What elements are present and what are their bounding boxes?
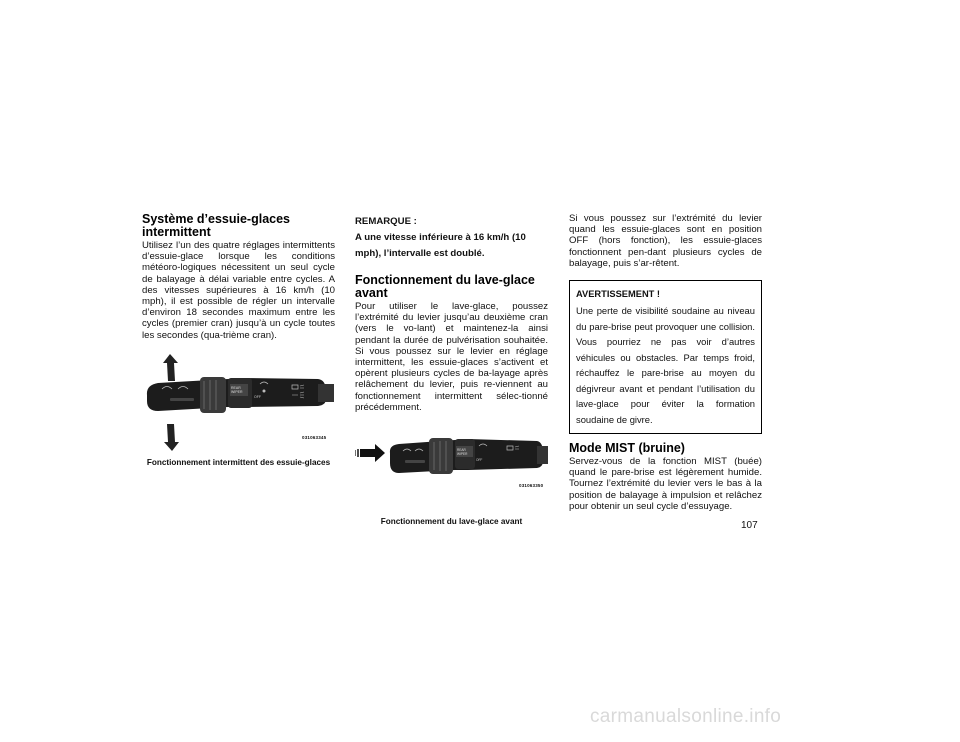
figure-code: 031063350 <box>519 483 544 489</box>
column-right <box>569 213 762 512</box>
figure-intermittent-wipers <box>142 351 335 455</box>
warning-box <box>569 280 762 434</box>
rotate-down-arrow-icon <box>164 424 179 451</box>
column-left <box>142 213 335 468</box>
lever-shaft <box>537 446 548 464</box>
washer-lever-illustration <box>355 433 548 529</box>
watermark: carmanualsonline.info <box>590 706 782 727</box>
svg-text:WIPER: WIPER <box>231 389 243 394</box>
svg-text:WIPER: WIPER <box>457 452 468 457</box>
off-position-paragraph: Si vous poussez sur l’extrémité du levier quand les essuie-glaces sont en position OFF (hors fonction), les essuie-glaces fonctionnent pen-dant plusieurs cycles de balayage, puis s’ar-rêtent. <box>569 213 762 269</box>
page-number: 107 <box>741 520 758 531</box>
lever-shaft <box>318 384 334 402</box>
warning-title: AVERTISSEMENT ! <box>576 289 661 300</box>
section-heading-mist: Mode MIST (bruine) <box>569 441 685 456</box>
figure-code: 031063345 <box>302 434 327 440</box>
figure-caption-washer: Fonctionnement du lave-glace avant <box>380 517 523 527</box>
note-heading: REMARQUE : <box>355 216 417 227</box>
figure-caption-intermittent: Fonctionnement intermittent des essuie-glaces <box>146 457 331 467</box>
warning-text: Une perte de visibilité soudaine au niveau du pare-brise peut provoquer une collision. Vous pourriez ne pas voir d’autres véhicules ou obstacles. Par temps froid, réchauffez le pare-brise au moyen du dégivreur avant et pendant l’utilisation du lave-glace pour éviter la formation soudaine de givre. <box>576 305 755 425</box>
note-text: A une vitesse inférieure à 16 km/h (10 mph), l’intervalle est doublé. <box>355 232 526 259</box>
rotary-collar <box>429 438 453 474</box>
mist-paragraph: Servez-vous de la fonction MIST (buée) quand le pare-brise est légèrement humide. Tournez l’extrémité du levier vers le bas à la position de balayage à impulsion et relâchez pour obtenir un seul cycle d’essuyage. <box>569 456 762 512</box>
svg-text:OFF: OFF <box>476 458 483 463</box>
column-middle <box>355 213 548 527</box>
washer-paragraph: Pour utiliser le lave-glace, poussez l’extrémité du levier jusqu’au deuxième cran (vers le vo-lant) et maintenez-la ainsi pendant la durée de pulvérisation souhaitée. Si vous poussez sur le levier en réglage intermittent, les essuie-glaces s’activent et opèrent plusieurs cycles de ba-layage après relâchement du levier, puis re-viennent au fonctionnement intermittent sélec-tionné précédemment. <box>355 301 548 413</box>
rear-wiper-label: REAR <box>231 385 241 390</box>
section-heading-intermittent-wipers: Système d’essuie-glaces intermittent <box>142 212 290 239</box>
push-arrow-icon <box>360 444 385 462</box>
section-heading-washer: Fonctionnement du lave-glace avant <box>355 273 535 300</box>
figure-front-washer <box>355 433 548 529</box>
rotate-up-arrow-icon <box>163 354 178 381</box>
svg-text:REAR: REAR <box>457 448 466 453</box>
intermittent-wipers-paragraph: Utilisez l’un des quatre réglages intermittents d’essuie-glace lorsque les conditions météoro-logiques nécessitent un seul cycle de balayage à délai variable entre cycles. A des vitesses supérieures à 16 km/h (10 mph), il est possible de régler un intervalle d’environ 18 secondes maximum entre les cycles (premier cran) jusqu’à un cycle toutes les secondes (qua-trième cran). <box>142 240 335 341</box>
svg-text:OFF: OFF <box>254 394 261 399</box>
